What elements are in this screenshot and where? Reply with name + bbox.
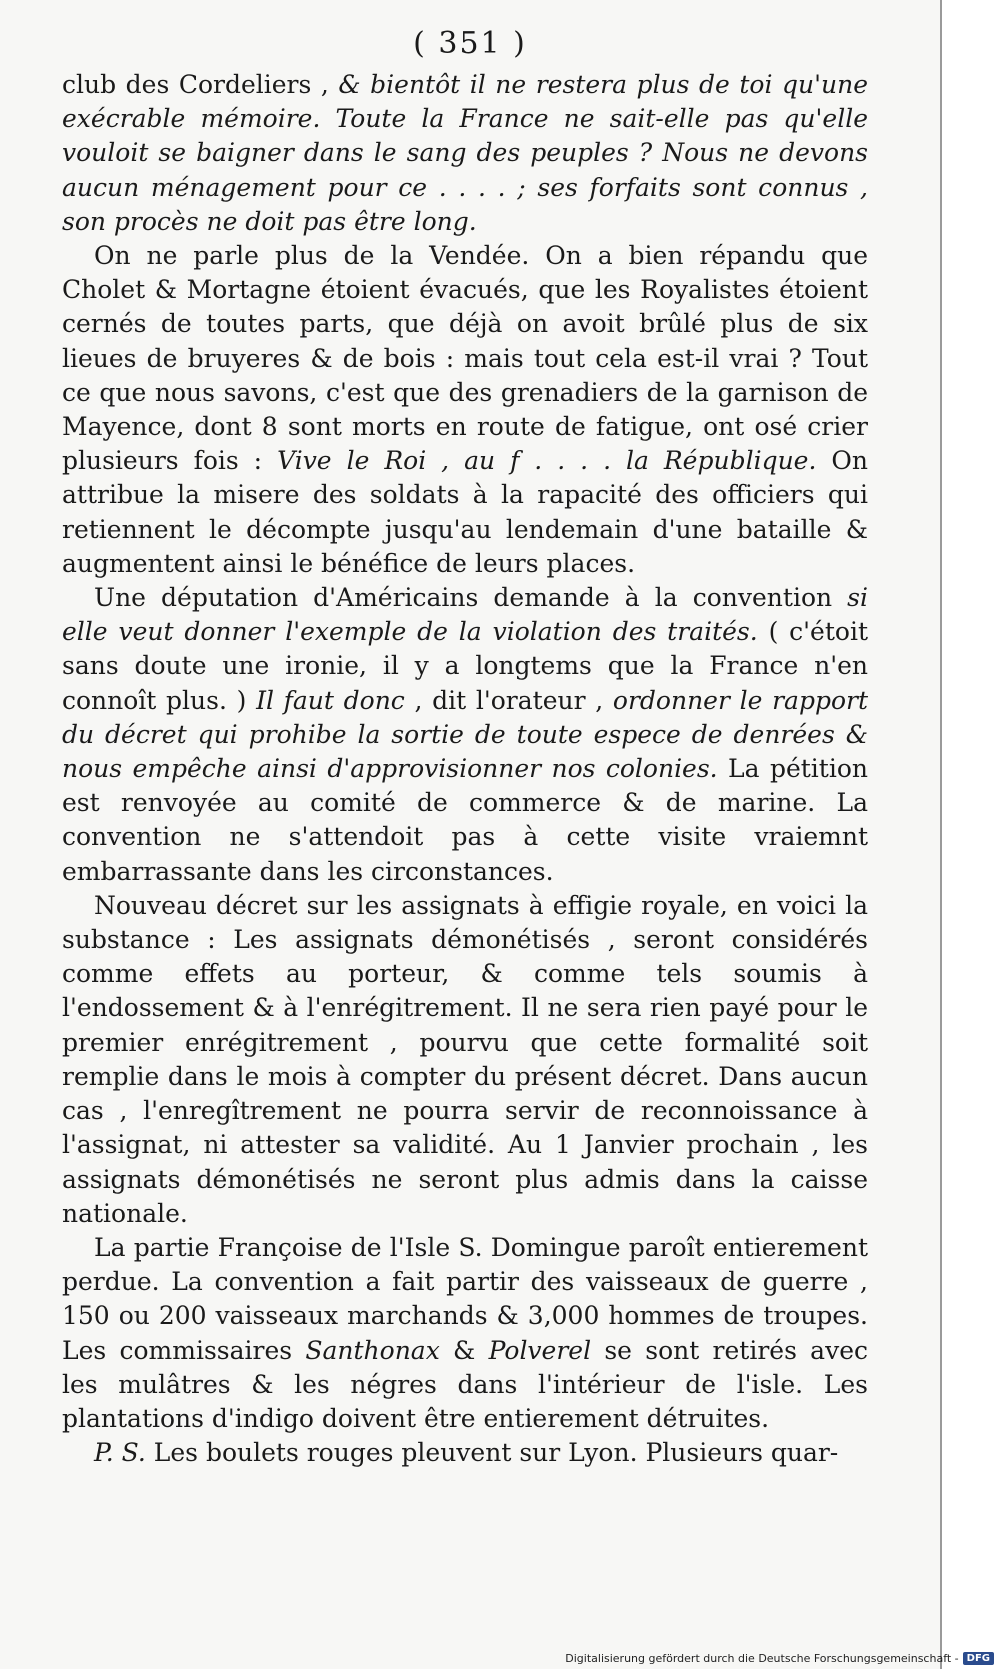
paragraph-3: Une députation d'Américains demande à la convention si elle veut donner l'exemple de la violation des traités. ( c'étoit sans doute une ironie, il y a longtems que la France n'en connoît plus. ) Il faut donc , dit l'orateur , ordonner le rapport du décret qui prohibe la sortie de toute espece de denrées & nous empêche ainsi d'approvisionner nos colonies. La pétition est renvoyée au comité de commerce & de marine. La convention ne s'attendoit pas à cette visite vraiemnt embarrassante dans les circonstances. bbox=[62, 583, 869, 886]
credit-text: Digitalisierung gefördert durch die Deutsche Forschungsgemeinschaft - bbox=[565, 1652, 959, 1665]
paragraph-2: On ne parle plus de la Vendée. On a bien répandu que Cholet & Mortagne étoient évacués, que les Royalistes étoient cernés de toutes parts, que déjà on avoit brûlé plus de six lieues de bruyeres & de bois : mais tout cela est-il vrai ? Tout ce que nous savons, c'est que des grenadiers de la garnison de Mayence, dont 8 sont morts en route de fatigue, ont osé crier plusieurs fois : Vive le Roi , au f . . . . la République. On attribue la misere des soldats à la rapacité des officiers qui retiennent le décompte jusqu'au lendemain d'une bataille & augmentent ainsi le bénéfice de leurs places. bbox=[62, 241, 869, 578]
digitization-credit bbox=[565, 1652, 994, 1665]
text-body bbox=[62, 68, 868, 1470]
dfg-logo: DFG bbox=[963, 1652, 994, 1665]
paragraph-5: La partie Françoise de l'Isle S. Domingue paroît entierement perdue. La convention a fait partir des vaisseaux de guerre , 150 ou 200 vaisseaux marchands & 3,000 hommes de troupes. Les commissaires Santhonax & Polverel se sont retirés avec les mulâtres & les négres dans l'intérieur de l'isle. Les plantations d'indigo doivent être entierement détruites. bbox=[62, 1232, 868, 1433]
paragraph-6: P. S. Les boulets rouges pleuvent sur Lyon. Plusieurs quar- bbox=[94, 1438, 839, 1468]
paragraph-1: club des Cordeliers , & bientôt il ne restera plus de toi qu'une exécrable mémoire. Toute la France ne sait-elle pas qu'elle vouloit se baigner dans le sang des peuples ? Nous ne devons aucun ménagement pour ce . . . . ; ses forfaits sont connus , son procès ne doit pas être long. bbox=[62, 70, 868, 236]
paragraph-4: Nouveau décret sur les assignats à effigie royale, en voici la substance : Les assignats démonétisés , seront considérés comme effets au porteur, & comme tels soumis à l'endossement & à l'enrégitrement. Il ne sera rien payé pour le premier enrégitrement , pourvu que cette formalité soit remplie dans le mois à compter du présent décret. Dans aucun cas , l'enregîtrement ne pourra servir de reconnoissance à l'assignat, ni attester sa validité. Au 1 Janvier prochain , les assignats démonétisés ne seront plus admis dans la caisse nationale. bbox=[62, 890, 868, 1228]
page-margin-strip bbox=[940, 0, 1000, 1669]
page-number: ( 351 ) bbox=[413, 26, 527, 61]
